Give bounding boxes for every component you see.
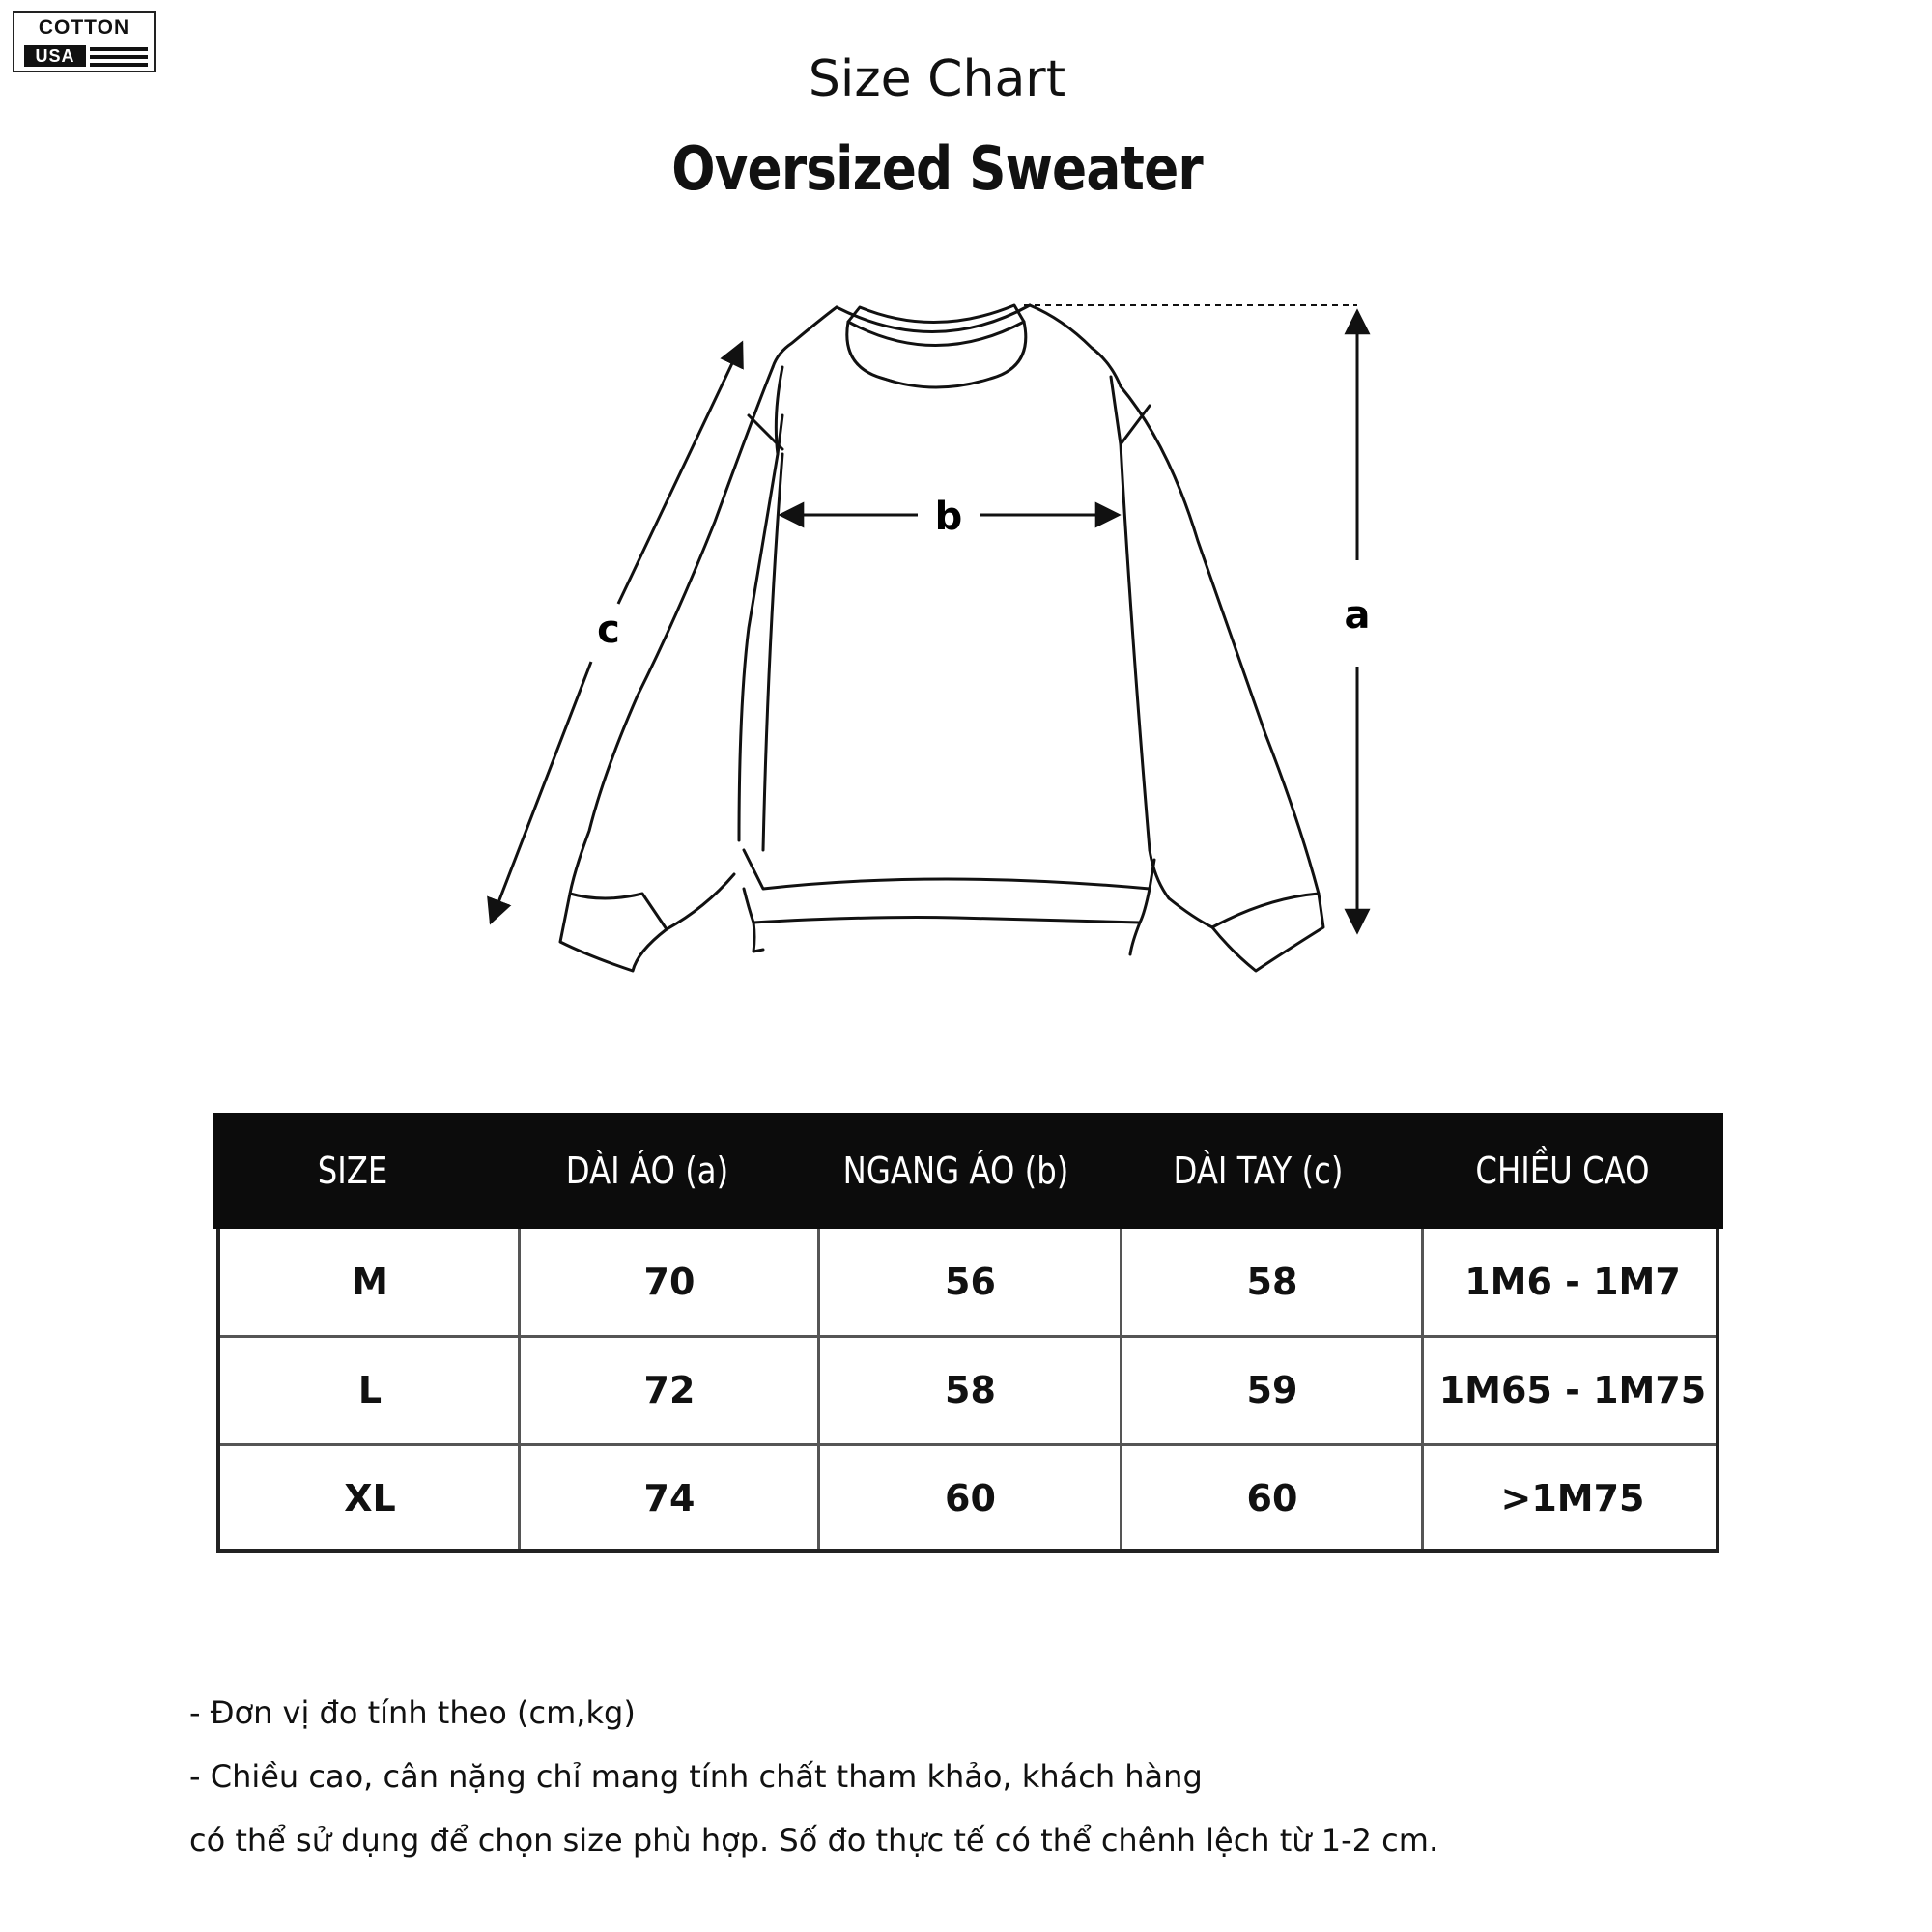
note-line: - Đơn vị đo tính theo (cm,kg) bbox=[189, 1694, 636, 1731]
cell-width: 60 bbox=[945, 1477, 996, 1520]
measure-c-lower bbox=[491, 662, 591, 923]
cell-length: 74 bbox=[643, 1477, 696, 1520]
cell-size: M bbox=[352, 1261, 388, 1303]
label-a: a bbox=[1344, 593, 1371, 638]
cell-size: XL bbox=[344, 1477, 396, 1520]
table-body bbox=[216, 1229, 1719, 1553]
column-divider bbox=[518, 1229, 521, 1549]
label-c: c bbox=[597, 608, 620, 652]
cell-size: L bbox=[357, 1369, 383, 1411]
cell-sleeve: 58 bbox=[1246, 1261, 1298, 1303]
table-row bbox=[220, 1337, 1723, 1445]
header-height: CHIỀU CAO bbox=[1475, 1150, 1650, 1192]
cell-height: 1M6 - 1M7 bbox=[1464, 1261, 1681, 1303]
note-line: có thể sử dụng để chọn size phù hợp. Số đo thực tế có thể chênh lệch từ 1-2 cm. bbox=[189, 1822, 1439, 1859]
header-size: SIZE bbox=[317, 1150, 388, 1192]
column-divider bbox=[1120, 1229, 1122, 1549]
cell-width: 56 bbox=[945, 1261, 996, 1303]
cell-length: 70 bbox=[643, 1261, 696, 1303]
logo-text-top: COTTON bbox=[38, 16, 130, 39]
column-divider bbox=[817, 1229, 820, 1549]
row-divider bbox=[220, 1443, 1716, 1446]
label-b: b bbox=[934, 495, 963, 539]
page-title: Size Chart bbox=[808, 50, 1066, 108]
cell-width: 58 bbox=[945, 1369, 996, 1411]
column-divider bbox=[1421, 1229, 1424, 1549]
note-line: - Chiều cao, cân nặng chỉ mang tính chất tham khảo, khách hàng bbox=[189, 1758, 1203, 1795]
product-name: Oversized Sweater bbox=[671, 133, 1203, 204]
measure-c-upper bbox=[618, 343, 742, 604]
logo-text-bottom: USA bbox=[24, 45, 86, 67]
size-notes bbox=[189, 1681, 1832, 1872]
cell-height: 1M65 - 1M75 bbox=[1438, 1369, 1707, 1411]
cell-length: 72 bbox=[643, 1369, 696, 1411]
row-divider bbox=[220, 1335, 1716, 1338]
sweater-outline bbox=[560, 305, 1323, 971]
table-header bbox=[213, 1113, 1723, 1229]
cell-sleeve: 60 bbox=[1246, 1477, 1298, 1520]
header-sleeve: DÀI TAY (c) bbox=[1173, 1150, 1344, 1192]
cell-sleeve: 59 bbox=[1246, 1369, 1298, 1411]
table-row bbox=[220, 1229, 1723, 1337]
header-width: NGANG ÁO (b) bbox=[842, 1150, 1069, 1192]
header-length: DÀI ÁO (a) bbox=[565, 1150, 729, 1192]
table-row bbox=[220, 1445, 1723, 1553]
cell-height: >1M75 bbox=[1500, 1477, 1645, 1520]
